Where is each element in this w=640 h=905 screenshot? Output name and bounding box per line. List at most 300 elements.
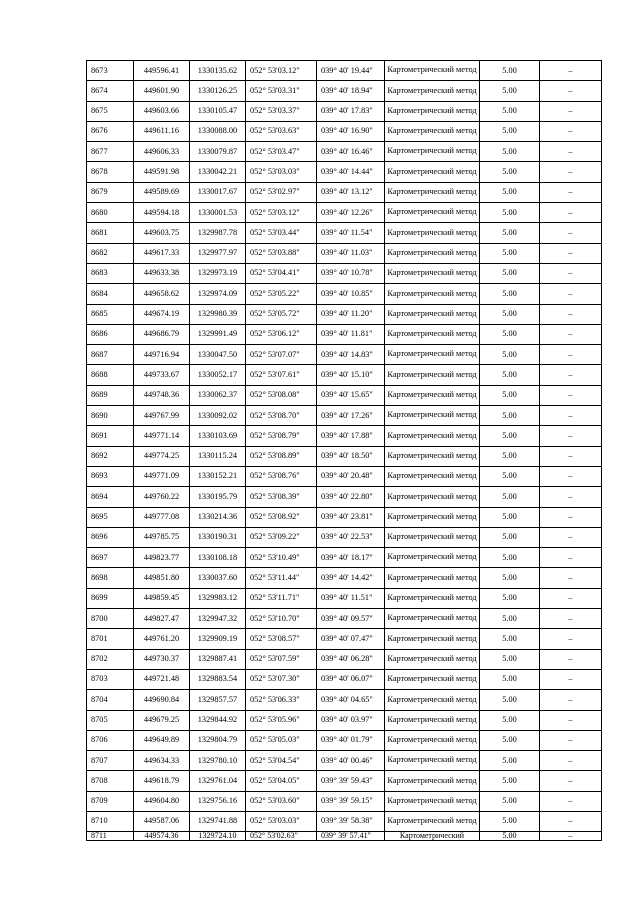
latitude-cell: 052° 53'07.59" bbox=[246, 649, 317, 669]
x-coordinate-cell: 449658.62 bbox=[134, 284, 190, 304]
note-cell: – bbox=[540, 81, 602, 101]
latitude-cell: 052° 53'10.70" bbox=[246, 609, 317, 629]
latitude-cell: 052° 53'03.03" bbox=[246, 811, 317, 831]
latitude-cell: 052° 53'02.97" bbox=[246, 182, 317, 202]
x-coordinate-cell: 449674.19 bbox=[134, 304, 190, 324]
latitude-cell: 052° 53'04.05" bbox=[246, 771, 317, 791]
x-coordinate-cell: 449690.84 bbox=[134, 690, 190, 710]
point-number-cell: 8698 bbox=[87, 568, 134, 588]
y-coordinate-cell: 1330088.00 bbox=[190, 121, 246, 141]
latitude-cell: 052° 53'08.70" bbox=[246, 406, 317, 426]
x-coordinate-cell: 449730.37 bbox=[134, 649, 190, 669]
accuracy-cell: 5.00 bbox=[480, 730, 540, 750]
accuracy-cell: 5.00 bbox=[480, 811, 540, 831]
table-row bbox=[87, 548, 602, 568]
accuracy-cell: 5.00 bbox=[480, 162, 540, 182]
note-cell: – bbox=[540, 527, 602, 547]
x-coordinate-cell: 449777.08 bbox=[134, 507, 190, 527]
table-row bbox=[87, 406, 602, 426]
method-cell: Картометрический метод bbox=[385, 426, 480, 446]
table-row bbox=[87, 182, 602, 202]
x-coordinate-cell: 449748.36 bbox=[134, 385, 190, 405]
method-cell: Картометрический метод bbox=[385, 142, 480, 162]
y-coordinate-cell: 1329741.88 bbox=[190, 811, 246, 831]
point-number-cell: 8688 bbox=[87, 365, 134, 385]
longitude-cell: 039° 39' 59.43" bbox=[317, 771, 385, 791]
point-number-cell: 8692 bbox=[87, 446, 134, 466]
x-coordinate-cell: 449767.99 bbox=[134, 406, 190, 426]
latitude-cell: 052° 53'03.60" bbox=[246, 791, 317, 811]
accuracy-cell: 5.00 bbox=[480, 690, 540, 710]
method-cell: Картометрический метод bbox=[385, 101, 480, 121]
latitude-cell: 052° 53'05.22" bbox=[246, 284, 317, 304]
table-row bbox=[87, 710, 602, 730]
longitude-cell: 039° 40' 11.03" bbox=[317, 243, 385, 263]
x-coordinate-cell: 449611.16 bbox=[134, 121, 190, 141]
accuracy-cell: 5.00 bbox=[480, 61, 540, 81]
latitude-cell: 052° 53'03.12" bbox=[246, 61, 317, 81]
table-row bbox=[87, 426, 602, 446]
note-cell: – bbox=[540, 223, 602, 243]
accuracy-cell: 5.00 bbox=[480, 527, 540, 547]
table-row bbox=[87, 629, 602, 649]
method-cell: Картометрический метод bbox=[385, 791, 480, 811]
accuracy-cell: 5.00 bbox=[480, 791, 540, 811]
method-cell: Картометрический метод bbox=[385, 730, 480, 750]
accuracy-cell: 5.00 bbox=[480, 243, 540, 263]
x-coordinate-cell: 449686.79 bbox=[134, 324, 190, 344]
x-coordinate-cell: 449785.75 bbox=[134, 527, 190, 547]
longitude-cell: 039° 40' 12.26" bbox=[317, 203, 385, 223]
method-cell: Картометрический метод bbox=[385, 324, 480, 344]
x-coordinate-cell: 449601.90 bbox=[134, 81, 190, 101]
longitude-cell: 039° 40' 23.81" bbox=[317, 507, 385, 527]
y-coordinate-cell: 1329987.78 bbox=[190, 223, 246, 243]
method-cell: Картометрический метод bbox=[385, 588, 480, 608]
note-cell: – bbox=[540, 710, 602, 730]
longitude-cell: 039° 40' 22.53" bbox=[317, 527, 385, 547]
y-coordinate-cell: 1329947.32 bbox=[190, 609, 246, 629]
x-coordinate-cell: 449679.25 bbox=[134, 710, 190, 730]
y-coordinate-cell: 1329973.19 bbox=[190, 263, 246, 283]
table-row bbox=[87, 811, 602, 831]
latitude-cell: 052° 53'06.33" bbox=[246, 690, 317, 710]
method-cell: Картометрический метод bbox=[385, 629, 480, 649]
note-cell: – bbox=[540, 832, 602, 841]
method-cell: Картометрический метод bbox=[385, 61, 480, 81]
longitude-cell: 039° 40' 20.48" bbox=[317, 466, 385, 486]
method-cell: Картометрический метод bbox=[385, 121, 480, 141]
y-coordinate-cell: 1330105.47 bbox=[190, 101, 246, 121]
table-row bbox=[87, 568, 602, 588]
y-coordinate-cell: 1329983.12 bbox=[190, 588, 246, 608]
y-coordinate-cell: 1329883.54 bbox=[190, 669, 246, 689]
accuracy-cell: 5.00 bbox=[480, 426, 540, 446]
latitude-cell: 052° 53'03.88" bbox=[246, 243, 317, 263]
latitude-cell: 052° 53'03.03" bbox=[246, 162, 317, 182]
accuracy-cell: 5.00 bbox=[480, 669, 540, 689]
accuracy-cell: 5.00 bbox=[480, 446, 540, 466]
longitude-cell: 039° 40' 11.51" bbox=[317, 588, 385, 608]
longitude-cell: 039° 40' 17.83" bbox=[317, 101, 385, 121]
point-number-cell: 8682 bbox=[87, 243, 134, 263]
table-row bbox=[87, 345, 602, 365]
accuracy-cell: 5.00 bbox=[480, 365, 540, 385]
y-coordinate-cell: 1330135.62 bbox=[190, 61, 246, 81]
latitude-cell: 052° 53'03.31" bbox=[246, 81, 317, 101]
note-cell: – bbox=[540, 61, 602, 81]
method-cell: Картометрический метод bbox=[385, 446, 480, 466]
latitude-cell: 052° 53'05.72" bbox=[246, 304, 317, 324]
table-row bbox=[87, 507, 602, 527]
point-number-cell: 8707 bbox=[87, 751, 134, 771]
note-cell: – bbox=[540, 548, 602, 568]
longitude-cell: 039° 40' 03.97" bbox=[317, 710, 385, 730]
method-cell: Картометрический метод bbox=[385, 385, 480, 405]
longitude-cell: 039° 40' 18.50" bbox=[317, 446, 385, 466]
method-cell: Картометрический метод bbox=[385, 751, 480, 771]
table-row bbox=[87, 771, 602, 791]
y-coordinate-cell: 1329724.10 bbox=[190, 832, 246, 841]
longitude-cell: 039° 40' 11.81" bbox=[317, 324, 385, 344]
note-cell: – bbox=[540, 365, 602, 385]
accuracy-cell: 5.00 bbox=[480, 406, 540, 426]
accuracy-cell: 5.00 bbox=[480, 548, 540, 568]
y-coordinate-cell: 1329887.41 bbox=[190, 649, 246, 669]
point-number-cell: 8686 bbox=[87, 324, 134, 344]
y-coordinate-cell: 1330092.02 bbox=[190, 406, 246, 426]
note-cell: – bbox=[540, 811, 602, 831]
latitude-cell: 052° 53'05.03" bbox=[246, 730, 317, 750]
latitude-cell: 052° 53'03.47" bbox=[246, 142, 317, 162]
longitude-cell: 039° 40' 09.57" bbox=[317, 609, 385, 629]
latitude-cell: 052° 53'02.63" bbox=[246, 832, 317, 841]
method-cell: Картометрический метод bbox=[385, 568, 480, 588]
y-coordinate-cell: 1330108.18 bbox=[190, 548, 246, 568]
y-coordinate-cell: 1330042.21 bbox=[190, 162, 246, 182]
note-cell: – bbox=[540, 690, 602, 710]
point-number-cell: 8710 bbox=[87, 811, 134, 831]
point-number-cell: 8705 bbox=[87, 710, 134, 730]
x-coordinate-cell: 449823.77 bbox=[134, 548, 190, 568]
y-coordinate-cell: 1329980.39 bbox=[190, 304, 246, 324]
note-cell: – bbox=[540, 385, 602, 405]
note-cell: – bbox=[540, 426, 602, 446]
latitude-cell: 052° 53'08.76" bbox=[246, 466, 317, 486]
x-coordinate-cell: 449859.45 bbox=[134, 588, 190, 608]
longitude-cell: 039° 40' 10.78" bbox=[317, 263, 385, 283]
note-cell: – bbox=[540, 162, 602, 182]
table-row bbox=[87, 162, 602, 182]
latitude-cell: 052° 53'06.12" bbox=[246, 324, 317, 344]
longitude-cell: 039° 40' 14.83" bbox=[317, 345, 385, 365]
note-cell: – bbox=[540, 466, 602, 486]
accuracy-cell: 5.00 bbox=[480, 304, 540, 324]
table-row bbox=[87, 832, 602, 841]
accuracy-cell: 5.00 bbox=[480, 203, 540, 223]
longitude-cell: 039° 40' 15.65" bbox=[317, 385, 385, 405]
y-coordinate-cell: 1330126.25 bbox=[190, 81, 246, 101]
latitude-cell: 052° 53'04.41" bbox=[246, 263, 317, 283]
longitude-cell: 039° 40' 11.54" bbox=[317, 223, 385, 243]
x-coordinate-cell: 449760.22 bbox=[134, 487, 190, 507]
longitude-cell: 039° 40' 19.44" bbox=[317, 61, 385, 81]
note-cell: – bbox=[540, 629, 602, 649]
longitude-cell: 039° 40' 06.28" bbox=[317, 649, 385, 669]
latitude-cell: 052° 53'08.92" bbox=[246, 507, 317, 527]
point-number-cell: 8697 bbox=[87, 548, 134, 568]
point-number-cell: 8709 bbox=[87, 791, 134, 811]
x-coordinate-cell: 449594.18 bbox=[134, 203, 190, 223]
point-number-cell: 8704 bbox=[87, 690, 134, 710]
method-cell: Картометрический метод bbox=[385, 284, 480, 304]
longitude-cell: 039° 40' 22.80" bbox=[317, 487, 385, 507]
point-number-cell: 8680 bbox=[87, 203, 134, 223]
note-cell: – bbox=[540, 771, 602, 791]
table-row bbox=[87, 61, 602, 81]
x-coordinate-cell: 449827.47 bbox=[134, 609, 190, 629]
accuracy-cell: 5.00 bbox=[480, 385, 540, 405]
method-cell: Картометрический метод bbox=[385, 304, 480, 324]
x-coordinate-cell: 449649.89 bbox=[134, 730, 190, 750]
accuracy-cell: 5.00 bbox=[480, 771, 540, 791]
accuracy-cell: 5.00 bbox=[480, 284, 540, 304]
longitude-cell: 039° 40' 04.65" bbox=[317, 690, 385, 710]
y-coordinate-cell: 1329804.79 bbox=[190, 730, 246, 750]
table-row bbox=[87, 223, 602, 243]
point-number-cell: 8673 bbox=[87, 61, 134, 81]
x-coordinate-cell: 449634.33 bbox=[134, 751, 190, 771]
point-number-cell: 8708 bbox=[87, 771, 134, 791]
note-cell: – bbox=[540, 609, 602, 629]
y-coordinate-cell: 1330103.69 bbox=[190, 426, 246, 446]
method-cell: Картометрический метод bbox=[385, 548, 480, 568]
y-coordinate-cell: 1329974.09 bbox=[190, 284, 246, 304]
x-coordinate-cell: 449618.79 bbox=[134, 771, 190, 791]
note-cell: – bbox=[540, 182, 602, 202]
table-row bbox=[87, 142, 602, 162]
note-cell: – bbox=[540, 284, 602, 304]
y-coordinate-cell: 1330001.53 bbox=[190, 203, 246, 223]
y-coordinate-cell: 1330079.87 bbox=[190, 142, 246, 162]
y-coordinate-cell: 1330214.36 bbox=[190, 507, 246, 527]
accuracy-cell: 5.00 bbox=[480, 568, 540, 588]
note-cell: – bbox=[540, 203, 602, 223]
x-coordinate-cell: 449596.41 bbox=[134, 61, 190, 81]
latitude-cell: 052° 53'04.54" bbox=[246, 751, 317, 771]
note-cell: – bbox=[540, 406, 602, 426]
method-cell: Картометрический метод bbox=[385, 203, 480, 223]
x-coordinate-cell: 449589.69 bbox=[134, 182, 190, 202]
accuracy-cell: 5.00 bbox=[480, 81, 540, 101]
y-coordinate-cell: 1329780.10 bbox=[190, 751, 246, 771]
table-row bbox=[87, 304, 602, 324]
note-cell: – bbox=[540, 507, 602, 527]
latitude-cell: 052° 53'07.30" bbox=[246, 669, 317, 689]
point-number-cell: 8679 bbox=[87, 182, 134, 202]
accuracy-cell: 5.00 bbox=[480, 223, 540, 243]
longitude-cell: 039° 40' 14.42" bbox=[317, 568, 385, 588]
x-coordinate-cell: 449771.14 bbox=[134, 426, 190, 446]
point-number-cell: 8701 bbox=[87, 629, 134, 649]
x-coordinate-cell: 449716.94 bbox=[134, 345, 190, 365]
accuracy-cell: 5.00 bbox=[480, 649, 540, 669]
y-coordinate-cell: 1330115.24 bbox=[190, 446, 246, 466]
longitude-cell: 039° 40' 07.47" bbox=[317, 629, 385, 649]
x-coordinate-cell: 449606.33 bbox=[134, 142, 190, 162]
latitude-cell: 052° 53'10.49" bbox=[246, 548, 317, 568]
y-coordinate-cell: 1330190.31 bbox=[190, 527, 246, 547]
table-row bbox=[87, 203, 602, 223]
longitude-cell: 039° 40' 18.94" bbox=[317, 81, 385, 101]
method-cell: Картометрический метод bbox=[385, 81, 480, 101]
method-cell: Картометрический метод bbox=[385, 263, 480, 283]
y-coordinate-cell: 1330062.37 bbox=[190, 385, 246, 405]
table-row bbox=[87, 385, 602, 405]
point-number-cell: 8674 bbox=[87, 81, 134, 101]
method-cell: Картометрический метод bbox=[385, 811, 480, 831]
longitude-cell: 039° 39' 59.15" bbox=[317, 791, 385, 811]
method-cell: Картометрический метод bbox=[385, 487, 480, 507]
longitude-cell: 039° 39' 57.41" bbox=[317, 832, 385, 841]
point-number-cell: 8690 bbox=[87, 406, 134, 426]
x-coordinate-cell: 449721.48 bbox=[134, 669, 190, 689]
point-number-cell: 8681 bbox=[87, 223, 134, 243]
x-coordinate-cell: 449603.66 bbox=[134, 101, 190, 121]
point-number-cell: 8684 bbox=[87, 284, 134, 304]
note-cell: – bbox=[540, 446, 602, 466]
longitude-cell: 039° 40' 13.12" bbox=[317, 182, 385, 202]
note-cell: – bbox=[540, 101, 602, 121]
method-cell: Картометрический метод bbox=[385, 365, 480, 385]
table-row bbox=[87, 730, 602, 750]
accuracy-cell: 5.00 bbox=[480, 609, 540, 629]
point-number-cell: 8706 bbox=[87, 730, 134, 750]
accuracy-cell: 5.00 bbox=[480, 345, 540, 365]
point-number-cell: 8699 bbox=[87, 588, 134, 608]
accuracy-cell: 5.00 bbox=[480, 629, 540, 649]
method-cell: Картометрический метод bbox=[385, 223, 480, 243]
point-number-cell: 8677 bbox=[87, 142, 134, 162]
table-row bbox=[87, 690, 602, 710]
method-cell: Картометрический метод bbox=[385, 162, 480, 182]
table-row bbox=[87, 588, 602, 608]
x-coordinate-cell: 449587.06 bbox=[134, 811, 190, 831]
y-coordinate-cell: 1330052.17 bbox=[190, 365, 246, 385]
note-cell: – bbox=[540, 304, 602, 324]
accuracy-cell: 5.00 bbox=[480, 710, 540, 730]
y-coordinate-cell: 1329756.16 bbox=[190, 791, 246, 811]
point-number-cell: 8693 bbox=[87, 466, 134, 486]
table-row bbox=[87, 649, 602, 669]
x-coordinate-cell: 449633.38 bbox=[134, 263, 190, 283]
table-row bbox=[87, 791, 602, 811]
note-cell: – bbox=[540, 345, 602, 365]
method-cell: Картометрический метод bbox=[385, 710, 480, 730]
point-number-cell: 8696 bbox=[87, 527, 134, 547]
latitude-cell: 052° 53'11.44" bbox=[246, 568, 317, 588]
y-coordinate-cell: 1329844.92 bbox=[190, 710, 246, 730]
method-cell: Картометрический метод bbox=[385, 182, 480, 202]
accuracy-cell: 5.00 bbox=[480, 751, 540, 771]
table-row bbox=[87, 751, 602, 771]
longitude-cell: 039° 40' 11.20" bbox=[317, 304, 385, 324]
note-cell: – bbox=[540, 751, 602, 771]
y-coordinate-cell: 1329991.49 bbox=[190, 324, 246, 344]
method-cell: Картометрический метод bbox=[385, 507, 480, 527]
table-row bbox=[87, 466, 602, 486]
x-coordinate-cell: 449733.67 bbox=[134, 365, 190, 385]
latitude-cell: 052° 53'09.22" bbox=[246, 527, 317, 547]
latitude-cell: 052° 53'08.79" bbox=[246, 426, 317, 446]
longitude-cell: 039° 40' 00.46" bbox=[317, 751, 385, 771]
table-row bbox=[87, 487, 602, 507]
longitude-cell: 039° 40' 10.85" bbox=[317, 284, 385, 304]
method-cell: Картометрический метод bbox=[385, 466, 480, 486]
point-number-cell: 8683 bbox=[87, 263, 134, 283]
note-cell: – bbox=[540, 243, 602, 263]
accuracy-cell: 5.00 bbox=[480, 324, 540, 344]
accuracy-cell: 5.00 bbox=[480, 507, 540, 527]
table-row bbox=[87, 243, 602, 263]
note-cell: – bbox=[540, 791, 602, 811]
x-coordinate-cell: 449771.09 bbox=[134, 466, 190, 486]
x-coordinate-cell: 449574.36 bbox=[134, 832, 190, 841]
method-cell: Картометрический метод bbox=[385, 345, 480, 365]
point-number-cell: 8695 bbox=[87, 507, 134, 527]
method-cell: Картометрический метод bbox=[385, 527, 480, 547]
point-number-cell: 8711 bbox=[87, 832, 134, 841]
latitude-cell: 052° 53'03.44" bbox=[246, 223, 317, 243]
accuracy-cell: 5.00 bbox=[480, 832, 540, 841]
table-row bbox=[87, 263, 602, 283]
point-number-cell: 8687 bbox=[87, 345, 134, 365]
accuracy-cell: 5.00 bbox=[480, 588, 540, 608]
x-coordinate-cell: 449591.98 bbox=[134, 162, 190, 182]
note-cell: – bbox=[540, 324, 602, 344]
method-cell: Картометрический метод bbox=[385, 771, 480, 791]
method-cell: Картометрический метод bbox=[385, 406, 480, 426]
accuracy-cell: 5.00 bbox=[480, 101, 540, 121]
point-number-cell: 8694 bbox=[87, 487, 134, 507]
method-cell: Картометрический метод bbox=[385, 669, 480, 689]
longitude-cell: 039° 40' 16.46" bbox=[317, 142, 385, 162]
note-cell: – bbox=[540, 121, 602, 141]
table-row bbox=[87, 284, 602, 304]
accuracy-cell: 5.00 bbox=[480, 121, 540, 141]
y-coordinate-cell: 1329909.19 bbox=[190, 629, 246, 649]
longitude-cell: 039° 40' 18.17" bbox=[317, 548, 385, 568]
latitude-cell: 052° 53'07.07" bbox=[246, 345, 317, 365]
y-coordinate-cell: 1330037.60 bbox=[190, 568, 246, 588]
longitude-cell: 039° 39' 58.38" bbox=[317, 811, 385, 831]
note-cell: – bbox=[540, 263, 602, 283]
x-coordinate-cell: 449603.75 bbox=[134, 223, 190, 243]
longitude-cell: 039° 40' 14.44" bbox=[317, 162, 385, 182]
longitude-cell: 039° 40' 06.07" bbox=[317, 669, 385, 689]
y-coordinate-cell: 1330047.50 bbox=[190, 345, 246, 365]
table-row bbox=[87, 324, 602, 344]
table-row bbox=[87, 669, 602, 689]
point-number-cell: 8689 bbox=[87, 385, 134, 405]
note-cell: – bbox=[540, 142, 602, 162]
latitude-cell: 052° 53'03.63" bbox=[246, 121, 317, 141]
method-cell: Картометрический метод bbox=[385, 609, 480, 629]
x-coordinate-cell: 449774.25 bbox=[134, 446, 190, 466]
y-coordinate-cell: 1330152.21 bbox=[190, 466, 246, 486]
accuracy-cell: 5.00 bbox=[480, 487, 540, 507]
latitude-cell: 052° 53'08.08" bbox=[246, 385, 317, 405]
